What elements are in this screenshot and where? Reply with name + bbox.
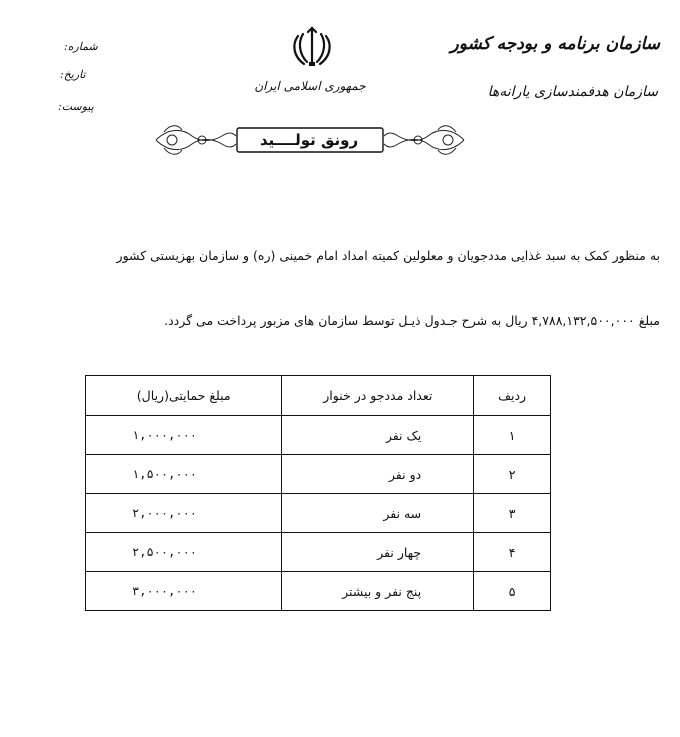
republic-title: جمهوری اسلامی ایران [254,79,366,93]
cell-support-amount: ۱,۵۰۰,۰۰۰ [86,455,282,494]
cell-support-amount: ۱,۰۰۰,۰۰۰ [86,416,282,455]
cell-member-count: دو نفر [282,455,474,494]
table-row [86,494,551,533]
iran-emblem-icon [288,22,336,70]
table-row [86,533,551,572]
cell-row-number: ۲ [474,455,551,494]
cell-member-count: چهار نفر [282,533,474,572]
cell-member-count: پنج نفر و بیشتر [282,572,474,611]
slogan-text: رونق تولــــید [259,131,359,149]
header-row-number: ردیف [474,376,551,416]
table-row [86,572,551,611]
cell-member-count: یک نفر [282,416,474,455]
cell-support-amount: ۲,۰۰۰,۰۰۰ [86,494,282,533]
cell-support-amount: ۳,۰۰۰,۰۰۰ [86,572,282,611]
number-field-label: شماره: [64,40,98,53]
table-row [86,455,551,494]
cell-support-amount: ۲,۵۰۰,۰۰۰ [86,533,282,572]
paragraph-line-1: به منظور کمک به سبد غذایی مددجویان و معلولین کمیته امداد امام خمینی (ره) و سازمان بهزیستی کشور [116,248,660,263]
paragraph-line-2: مبلغ ۴,۷۸۸,۱۳۲,۵۰۰,۰۰۰ ریال به شرح جـدول ذیـل توسط سازمان های مزبور پرداخت می گردد. [164,313,660,328]
header-member-count: تعداد مددجو در خنوار [282,376,474,416]
attachment-field-label: پیوست: [58,100,94,113]
date-field-label: تاریخ: [60,68,86,81]
cell-member-count: سه نفر [282,494,474,533]
organization-title: سازمان برنامه و بودجه کشور [450,34,660,54]
cell-row-number: ۵ [474,572,551,611]
header-support-amount: مبلغ حمایتی(ریال) [86,376,282,416]
table-header-row [86,376,551,416]
organization-subtitle: سازمان هدفمندسازی یارانه‌ها [487,84,658,100]
support-amount-table [85,375,551,611]
table-row [86,416,551,455]
cell-row-number: ۴ [474,533,551,572]
cell-row-number: ۳ [474,494,551,533]
cell-row-number: ۱ [474,416,551,455]
